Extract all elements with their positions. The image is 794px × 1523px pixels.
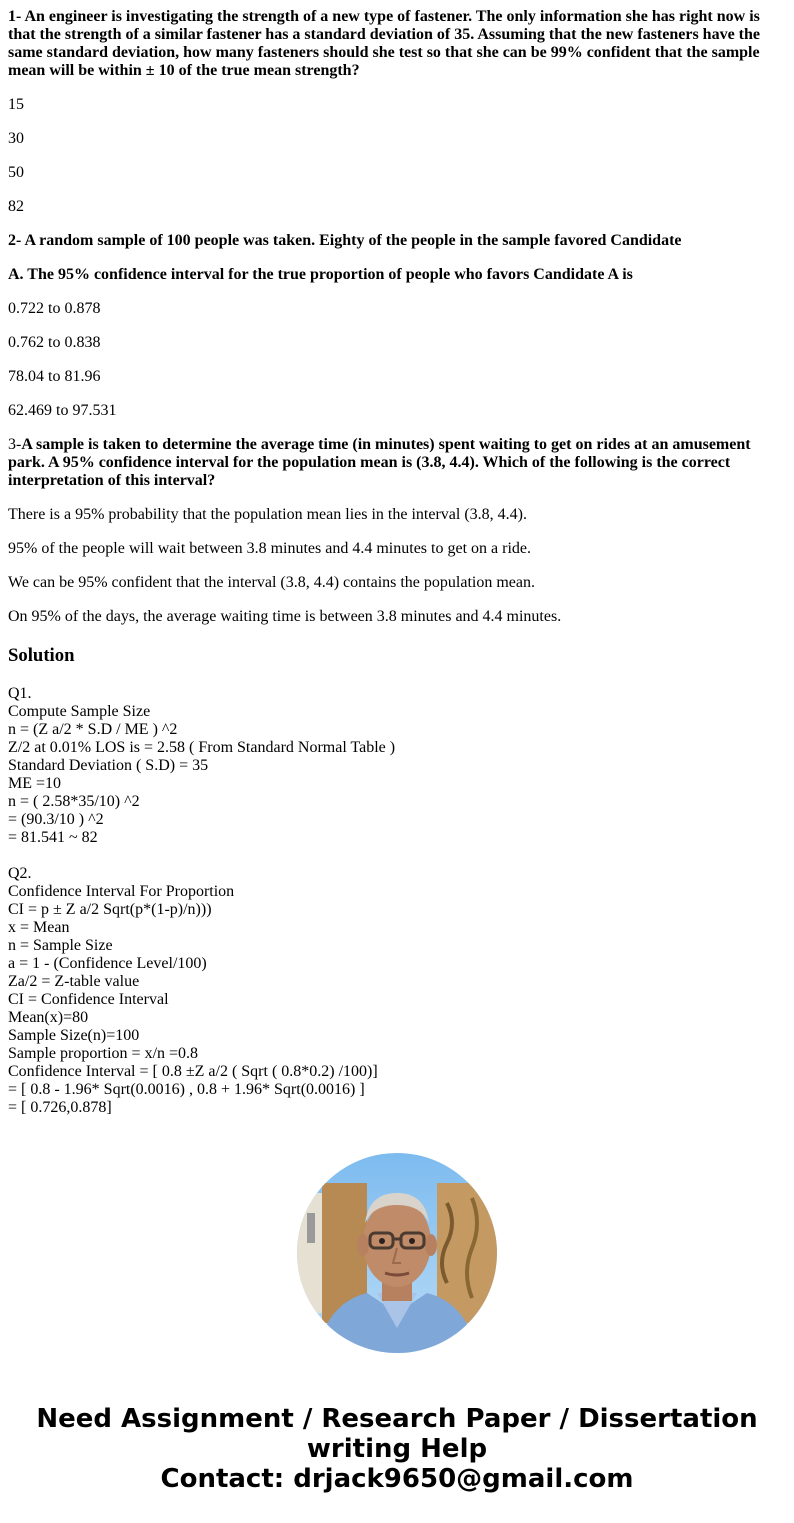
solution-line: n = (Z a/2 * S.D / ME ) ^2 [8,721,178,738]
author-avatar [297,1153,497,1353]
solution-line: Sample Size(n)=100 [8,1027,140,1044]
solution-line: Sample proportion = x/n =0.8 [8,1045,199,1062]
solution-line: Mean(x)=80 [8,1009,89,1026]
solution-heading: Solution [8,645,75,666]
question-1-text: 1- An engineer is investigating the strength of a new type of fastener. The only information she has right now is that the strength of a similar fastener has a standard deviation of 35. Assuming that the new fasteners have the same standard deviation, how many fasteners should she test so that she can be 99% confident that the sample mean will be within ± 10 of the true mean strength? [8,8,760,79]
solution-line: Za/2 = Z-table value [8,973,140,990]
solution-line: n = Sample Size [8,937,113,954]
solution-line [8,847,395,865]
question-3 [8,436,778,490]
solution-line: Q1. [8,685,32,702]
solution-line: Compute Sample Size [8,703,151,720]
solution-line: a = 1 - (Confidence Level/100) [8,955,207,972]
q2-option-4: 62.469 to 97.531 [8,402,117,419]
q1-option-1: 15 [8,96,24,113]
solution-body [8,685,395,1117]
question-2-intro: 2- A random sample of 100 people was taken. Eighty of the people in the sample favored Candidate [8,232,682,249]
footer-line-2: writing Help [306,1434,488,1464]
footer-contact [0,1404,794,1494]
solution-line: Confidence Interval For Proportion [8,883,235,900]
footer-line-1: Need Assignment / Research Paper / Dissertation [36,1404,758,1434]
solution-line: = (90.3/10 ) ^2 [8,811,104,828]
q3-option-4: On 95% of the days, the average waiting time is between 3.8 minutes and 4.4 minutes. [8,608,562,625]
question-2-part-a: A. The 95% confidence interval for the true proportion of people who favors Candidate A is [8,266,633,283]
solution-line: ME =10 [8,775,62,792]
solution-line: CI = Confidence Interval [8,991,169,1008]
solution-line: Q2. [8,865,32,882]
question-3-prefix: 3- [8,436,22,453]
footer-contact-email: Contact: drjack9650@gmail.com [160,1464,634,1494]
q2-option-1: 0.722 to 0.878 [8,300,101,317]
solution-line: Z/2 at 0.01% LOS is = 2.58 ( From Standard Normal Table ) [8,739,396,756]
solution-line: = 81.541 ~ 82 [8,829,98,846]
question-3-text: A sample is taken to determine the average time (in minutes) spent waiting to get on rides at an amusement park. A 95% confidence interval for the population mean is (3.8, 4.4). Which of the following is the correct interpretation of this interval? [8,436,751,489]
solution-line: Standard Deviation ( S.D) = 35 [8,757,209,774]
q1-option-2: 30 [8,130,24,147]
solution-line: = [ 0.726,0.878] [8,1099,112,1116]
solution-line: x = Mean [8,919,70,936]
solution-line: CI = p ± Z a/2 Sqrt(p*(1-p)/n))) [8,901,212,918]
q1-option-3: 50 [8,164,24,181]
solution-line: n = ( 2.58*35/10) ^2 [8,793,140,810]
author-portrait-image [297,1153,497,1353]
q2-option-2: 0.762 to 0.838 [8,334,101,351]
q3-option-2: 95% of the people will wait between 3.8 minutes and 4.4 minutes to get on a ride. [8,540,531,557]
q2-option-3: 78.04 to 81.96 [8,368,101,385]
q1-option-4: 82 [8,198,24,215]
q3-option-1: There is a 95% probability that the population mean lies in the interval (3.8, 4.4). [8,506,527,523]
q3-option-3: We can be 95% confident that the interval (3.8, 4.4) contains the population mean. [8,574,535,591]
solution-line: = [ 0.8 - 1.96* Sqrt(0.0016) , 0.8 + 1.96* Sqrt(0.0016) ] [8,1081,365,1098]
solution-line: Confidence Interval = [ 0.8 ±Z a/2 ( Sqrt ( 0.8*0.2) /100)] [8,1063,378,1080]
